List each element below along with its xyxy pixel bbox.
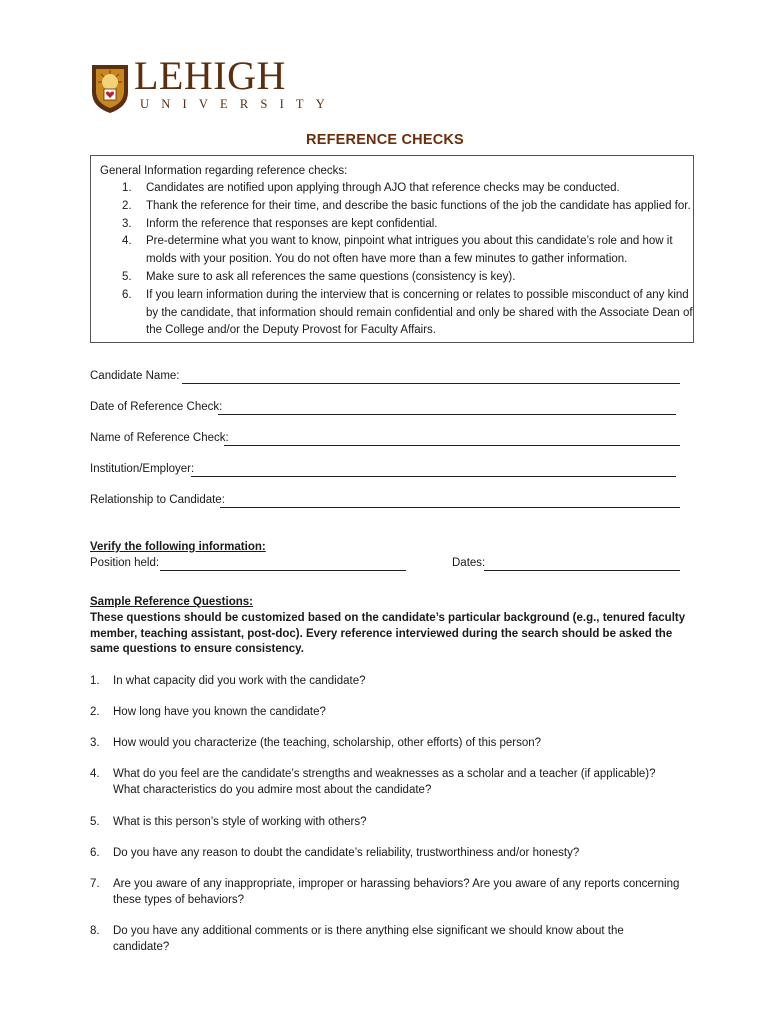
page-title: REFERENCE CHECKS <box>306 132 464 148</box>
info-item-number: 4. <box>122 235 132 248</box>
institution-label: Institution/Employer: <box>90 463 195 475</box>
relationship-field[interactable] <box>90 494 680 508</box>
reference-name-line[interactable] <box>224 445 680 446</box>
info-item-text: Make sure to ask all references the same questions (consistency is key). <box>146 270 516 283</box>
info-item-number: 3. <box>122 217 132 230</box>
question-text: Are you aware of any inappropriate, improper or harassing behaviors? Are you aware of any reports concerning these types of behaviors? <box>113 878 680 906</box>
logo-subtitle: UNIVERSITY <box>140 97 337 111</box>
question-number: 2. <box>90 706 100 718</box>
dates-label: Dates: <box>452 557 486 569</box>
question-text: Do you have any reason to doubt the candidate’s reliability, trustworthiness and/or honesty? <box>113 847 580 859</box>
candidate-name-field[interactable] <box>90 370 680 384</box>
info-item-text: If you learn information during the interview that is concerning or relates to possible misconduct of any kind by the candidate, that information should remain confidential and only be shared with the Associate Dean of the College and/or the Deputy Provost for Faculty Affairs. <box>146 288 693 337</box>
reference-date-line[interactable] <box>218 414 676 415</box>
info-item <box>100 233 693 269</box>
logo-wordmark: LEHIGH <box>134 53 286 98</box>
info-item-number: 2. <box>122 199 132 212</box>
sample-questions-heading: Sample Reference Questions: <box>90 596 253 608</box>
reference-date-label: Date of Reference Check: <box>90 401 223 413</box>
question-number: 5. <box>90 816 100 828</box>
info-item <box>100 269 693 287</box>
question-text: In what capacity did you work with the candidate? <box>113 675 366 687</box>
question-text: Do you have any additional comments or is there anything else significant we should know about the candidate? <box>113 925 624 953</box>
info-item-text: Thank the reference for their time, and describe the basic functions of the job the candidate has applied for. <box>146 199 691 212</box>
position-held-line[interactable] <box>160 570 406 571</box>
info-item-number: 1. <box>122 182 132 194</box>
question-number: 4. <box>90 768 100 780</box>
position-held-field[interactable] <box>90 557 406 571</box>
question-text: What do you feel are the candidate’s strengths and weaknesses as a scholar and a teacher (if applicable)? What characteristics do you admire most about the candidate? <box>113 768 656 796</box>
question-number: 7. <box>90 878 100 890</box>
relationship-label: Relationship to Candidate: <box>90 494 225 506</box>
question-number: 3. <box>90 737 100 749</box>
candidate-name-label: Candidate Name: <box>90 370 180 382</box>
info-item-text: Pre-determine what you want to know, pinpoint what intrigues you about this candidate’s role and how it molds with your position. You do not often have more than a few minutes to gather information. <box>146 235 673 266</box>
relationship-line[interactable] <box>220 507 680 508</box>
sample-questions-intro: These questions should be customized based on the candidate’s particular background (e.g., tenured faculty member, teaching assistant, post-doc). Every reference interviewed during the search should be asked the same questions to ensure consistency. <box>90 612 686 656</box>
info-item-text: Inform the reference that responses are kept confidential. <box>146 217 438 230</box>
info-item <box>100 198 693 216</box>
dates-line[interactable] <box>484 570 680 571</box>
candidate-name-line[interactable] <box>182 383 680 384</box>
shield-icon <box>90 62 130 114</box>
info-item <box>100 216 693 234</box>
institution-field[interactable] <box>90 463 680 477</box>
info-item-number: 6. <box>122 288 132 301</box>
position-held-label: Position held: <box>90 557 160 569</box>
reference-name-label: Name of Reference Check: <box>90 432 229 444</box>
general-info-box <box>90 155 694 343</box>
question-text: What is this person’s style of working with others? <box>113 816 367 828</box>
info-item <box>100 180 693 198</box>
institution-line[interactable] <box>191 476 676 477</box>
info-item-number: 5. <box>122 270 132 283</box>
info-item-text: Candidates are notified upon applying through AJO that reference checks may be conducted. <box>146 182 620 194</box>
lehigh-logo <box>90 53 337 114</box>
info-item <box>100 287 693 340</box>
dates-field[interactable] <box>452 557 680 571</box>
reference-date-field[interactable] <box>90 401 680 415</box>
info-heading: General Information regarding reference checks: <box>100 165 348 177</box>
verify-heading: Verify the following information: <box>90 541 266 553</box>
reference-name-field[interactable] <box>90 432 680 446</box>
question-number: 1. <box>90 675 100 687</box>
question-number: 6. <box>90 847 100 859</box>
question-text: How long have you known the candidate? <box>113 706 326 718</box>
question-text: How would you characterize (the teaching, scholarship, other efforts) of this person? <box>113 737 542 749</box>
question-number: 8. <box>90 925 100 937</box>
